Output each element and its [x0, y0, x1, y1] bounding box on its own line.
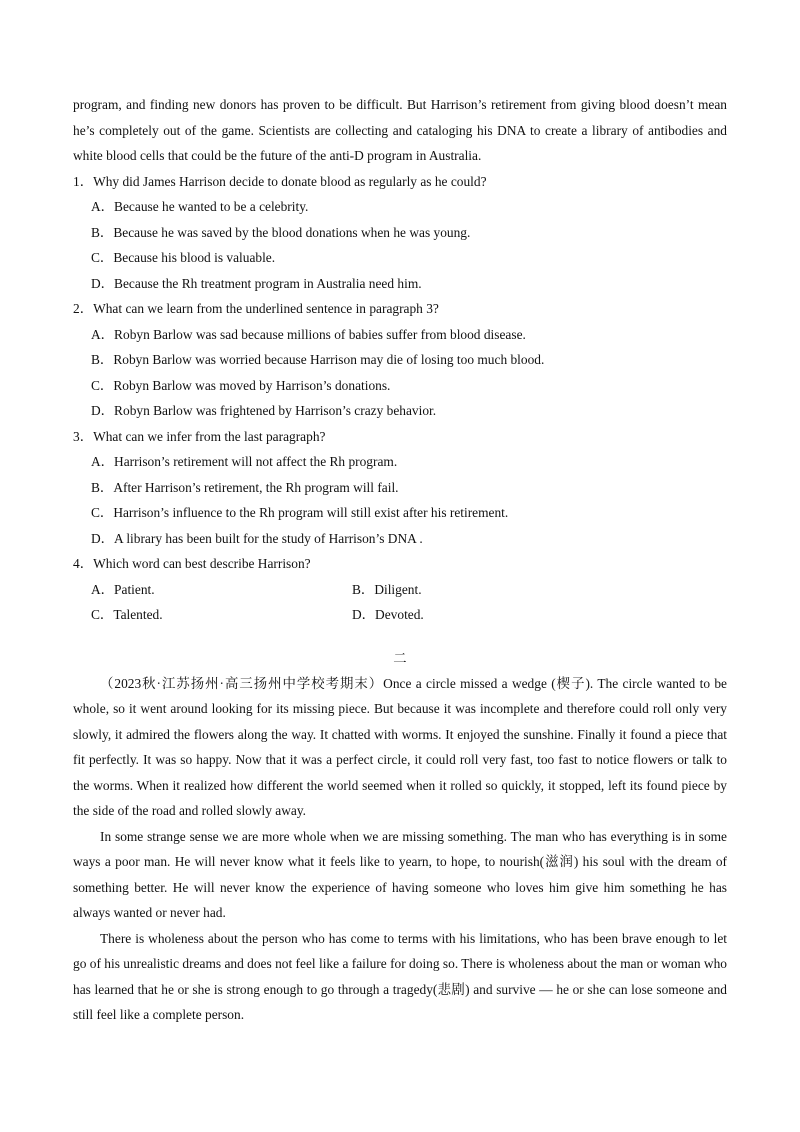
passage-closing-paragraph: program, and finding new donors has proven to be difficult. But Harrison’s retirement from giving blood doesn’t mean he’s completely out of the game. Scientists are collecting and cataloging his DNA to create a library of antibodies and white blood cells that could be the future of the anti-D program in Australia. — [73, 97, 727, 163]
question-stem — [73, 169, 727, 195]
question-text: Which word can best describe Harrison? — [93, 556, 311, 571]
option-row — [73, 577, 727, 603]
option-c: C．Talented. — [91, 607, 163, 622]
section2-paragraph: There is wholeness about the person who has come to terms with his limitations, who has been brave enough to let go of his unrealistic dreams and does not feel like a failure for doing so. There is wholeness about the man or woman who has learned that he or she is strong enough to go through a tragedy(悲剧) and survive — he or she can lose someone and still feel like a complete person. — [73, 930, 727, 1022]
option-b: B．After Harrison’s retirement, the Rh program will fail. — [91, 479, 399, 495]
question-stem — [73, 424, 727, 450]
option-d: D．Because the Rh treatment program in Australia need him. — [91, 275, 422, 291]
page-content — [73, 92, 727, 1028]
question-stem — [73, 551, 727, 577]
question-number: 4． — [73, 556, 94, 571]
option-row — [73, 602, 727, 628]
option-d: D．A library has been built for the study of Harrison’s DNA . — [91, 530, 423, 546]
question-4 — [73, 551, 727, 628]
question-number: 2． — [73, 301, 94, 316]
option-a: A．Patient. — [91, 581, 155, 597]
question-text: Why did James Harrison decide to donate blood as regularly as he could? — [93, 173, 487, 189]
option-a: A．Robyn Barlow was sad because millions of babies suffer from blood disease. — [91, 326, 526, 342]
option-a: A．Harrison’s retirement will not affect the Rh program. — [91, 454, 398, 469]
option-c: C．Robyn Barlow was moved by Harrison’s donations. — [91, 377, 391, 393]
question-number: 1． — [73, 173, 94, 189]
option-c: C．Because his blood is valuable. — [91, 250, 276, 265]
option-b: B．Robyn Barlow was worried because Harrison may die of losing too much blood. — [91, 352, 545, 367]
option-c: C．Harrison’s influence to the Rh program will still exist after his retirement. — [91, 505, 509, 520]
question-text: What can we infer from the last paragraph? — [93, 428, 326, 444]
question-3 — [73, 424, 727, 552]
section-marker: 二 — [393, 650, 407, 666]
option-b: B．Diligent. — [352, 581, 422, 597]
option-d: D．Devoted. — [352, 607, 424, 622]
question-text: What can we learn from the underlined sentence in paragraph 3? — [93, 301, 439, 316]
question-1 — [73, 169, 727, 297]
question-stem — [73, 296, 727, 322]
section2-paragraph: In some strange sense we are more whole when we are missing something. The man who has everything is in some ways a poor man. He will never know what it feels like to yearn, to hope, to nourish(滋润) his soul with the dream of something better. He will never know the experience of having someone who loves him give him something he has always wanted or never had. — [73, 828, 727, 920]
option-b: B．Because he was saved by the blood donations when he was young. — [91, 224, 471, 240]
option-a: A．Because he wanted to be a celebrity. — [91, 199, 309, 214]
section2-paragraph: （2023秋·江苏扬州·高三扬州中学校考期末）Once a circle missed a wedge (楔子). The circle wanted to be whole, so it went around looking for its missing piece. But because it was incomplete and therefore could roll only very slowly, it admired the flowers along the way. It chatted with worms. It enjoyed the sunshine. Finally it found a piece that fit perfectly. It was so happy. Now that it was a perfect circle, it could roll very fast, too fast to notice flowers or talk to the worms. When it realized how different the world seemed when it rolled so quickly, it stopped, left its found piece by the side of the road and rolled slowly away. — [73, 675, 727, 818]
question-number: 3． — [73, 428, 94, 444]
option-d: D．Robyn Barlow was frightened by Harrison’s crazy behavior. — [91, 403, 437, 418]
question-2 — [73, 296, 727, 424]
